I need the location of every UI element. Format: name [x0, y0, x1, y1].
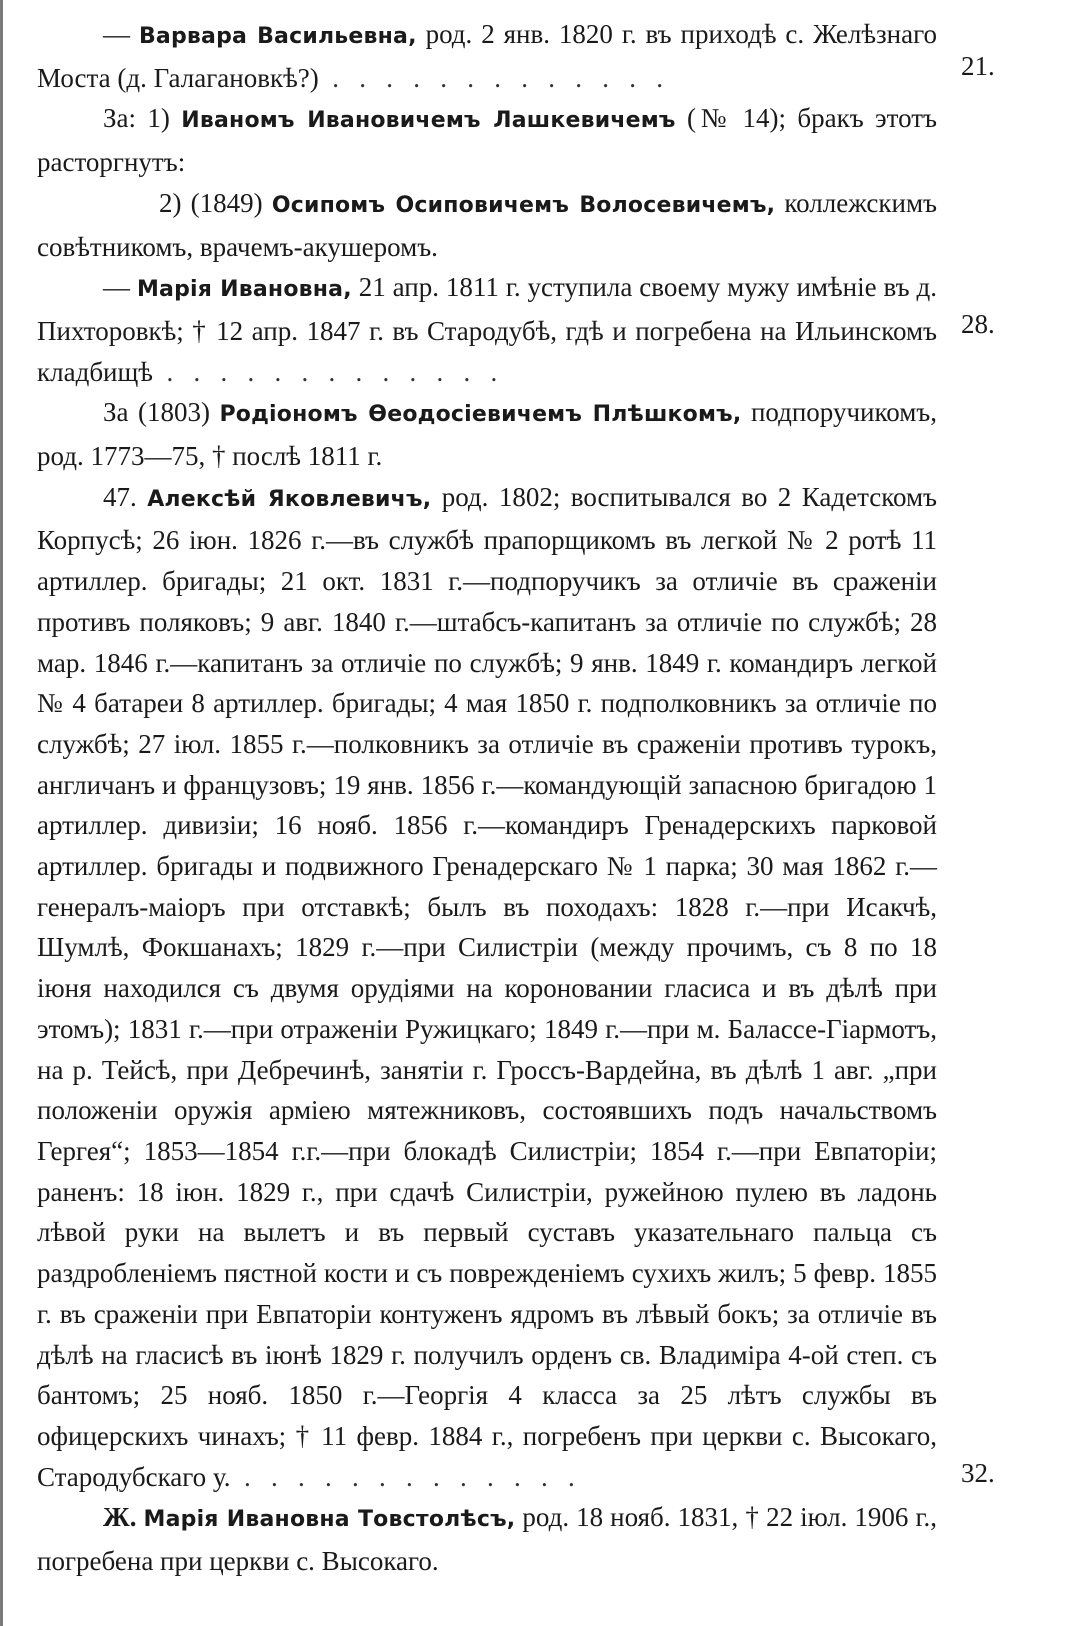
person-name: Марія Ивановна Товстолѣсъ,	[143, 1507, 516, 1533]
entry-prefix: 2) (1849)	[159, 187, 272, 218]
entry-prefix: —	[103, 272, 137, 303]
dot-leader	[153, 357, 497, 387]
entry-prefix: —	[103, 19, 139, 49]
person-name: Осипомъ Осиповичемъ Волосевичемъ,	[271, 192, 776, 218]
entry-prefix: За: 1)	[103, 103, 182, 134]
entry-varvara	[37, 14, 937, 98]
entry-text: (№ 14); бракъ этотъ расторгнутъ:	[37, 103, 937, 178]
person-name: Варвара Васильевна,	[138, 24, 417, 49]
margin-reference-number: 28.	[961, 309, 995, 339]
entry-text: 21 апр. 1811 г. уступила своему мужу имѣніе въ д. Пихторовкѣ; † 12 апр. 1847 г. въ Стародубѣ, гдѣ и погребена на Ильинскомъ кладбищѣ	[37, 272, 938, 387]
entry-spouse-lashkevich	[37, 98, 937, 182]
entry-text: подпоручикомъ, род. 1773—75, † послѣ 1811 г.	[37, 397, 938, 472]
entry-text: род. 18 нояб. 1831, † 22 іюл. 1906 г., погребена при церкви с. Высокаго.	[37, 1502, 937, 1577]
person-name: Алексѣй Яковлевичъ,	[147, 486, 432, 512]
entry-prefix: Ж.	[103, 1502, 144, 1533]
entry-prefix: За (1803)	[103, 397, 220, 428]
entry-aleksei	[37, 477, 937, 1498]
entry-spouse-volosevich	[37, 183, 937, 267]
entry-wife-tovstoles	[37, 1497, 937, 1581]
entry-spouse-pleshko	[37, 392, 937, 476]
entry-prefix: 47.	[103, 481, 148, 512]
person-name: Марія Ивановна,	[136, 277, 352, 303]
person-name: Иваномъ Ивановичемъ Лашкевичемъ	[181, 108, 676, 134]
entry-text: коллежскимъ совѣтникомъ, врачемъ-акушеромъ.	[37, 187, 937, 262]
entry-maria	[37, 267, 937, 392]
person-name: Родіономъ Ѳеодосіевичемъ Плѣшкомъ,	[219, 402, 742, 428]
margin-reference-number: 32.	[961, 1458, 995, 1488]
margin-reference-number: 21.	[961, 51, 995, 81]
text-column	[37, 14, 937, 1582]
entry-text: род. 1802; воспитывался во 2 Кадетскомъ Корпусѣ; 26 іюн. 1826 г.—въ службѣ прапорщикомъ въ легкой № 2 ротѣ 11 артиллер. бригады; 21 окт. 1831 г.—подпоручикъ за отличіе въ сраженіи противъ поляковъ; 9 авг. 1840 г.—штабсъ-капитанъ за отличіе по службѣ; 28 мар. 1846 г.—капитанъ за отличіе по службѣ; 9 янв. 1849 г. командиръ легкой № 4 батареи 8 артиллер. бригады; 4 мая 1850 г. подполковникъ за отличіе по службѣ; 27 іюл. 1855 г.—полковникъ за отличіе въ сраженіи противъ турокъ, англичанъ и французовъ; 19 янв. 1856 г.—командующій запасною бригадою 1 артиллер. дивизіи; 16 нояб. 1856 г.—командиръ Гренадерскихъ парковой артиллер. бригады и подвижного Гренадерскаго № 1 парка; 30 мая 1862 г.—генералъ-маіоръ при отставкѣ; былъ въ походахъ: 1828 г.—при Исакчѣ, Шумлѣ, Фокшанахъ; 1829 г.—при Силистріи (между прочимъ, съ 8 по 18 іюня находился съ двумя орудіями на короновании гласиса и въ дѣлѣ при этомъ); 1831 г.—при отраженіи Ружицкаго; 1849 г.—при м. Балассе-Гіармотъ, на р. Тейсѣ, при Дебречинѣ, занятіи г. Гроссъ-Вардейна, въ дѣлѣ 1 авг. „при положеніи оружія арміею мятежниковъ, состоявшихъ подъ начальствомъ Гергея“; 1853—1854 г.г.—при блокадѣ Силистріи; 1854 г.—при Евпаторіи; раненъ: 18 іюн. 1829 г., при сдачѣ Силистріи, ружейною пулею въ ладонь лѣвой руки на вылетъ и въ первый суставъ указательнаго пальца съ раздробленіемъ пястной кости и съ поврежденіемъ сухихъ жилъ; 5 февр. 1855 г. въ сраженіи при Евпаторіи контуженъ ядромъ въ лѣвый бокъ; за отличіе въ дѣлѣ на гласисѣ въ іюнѣ 1829 г. получилъ орденъ св. Владиміра 4-ой степ. съ бантомъ; 25 нояб. 1850 г.—Георгія 4 класса за 25 лѣтъ службы въ офицерскихъ чинахъ; † 11 февр. 1884 г., погребенъ при церкви с. Высокаго, Стародубскаго у.	[37, 481, 937, 1492]
entry-text: род. 2 янв. 1820 г. въ приходѣ с. Желѣзнаго Моста (д. Галагановкѣ?)	[37, 19, 938, 93]
dot-leader	[319, 63, 663, 93]
dot-leader	[230, 1462, 574, 1492]
